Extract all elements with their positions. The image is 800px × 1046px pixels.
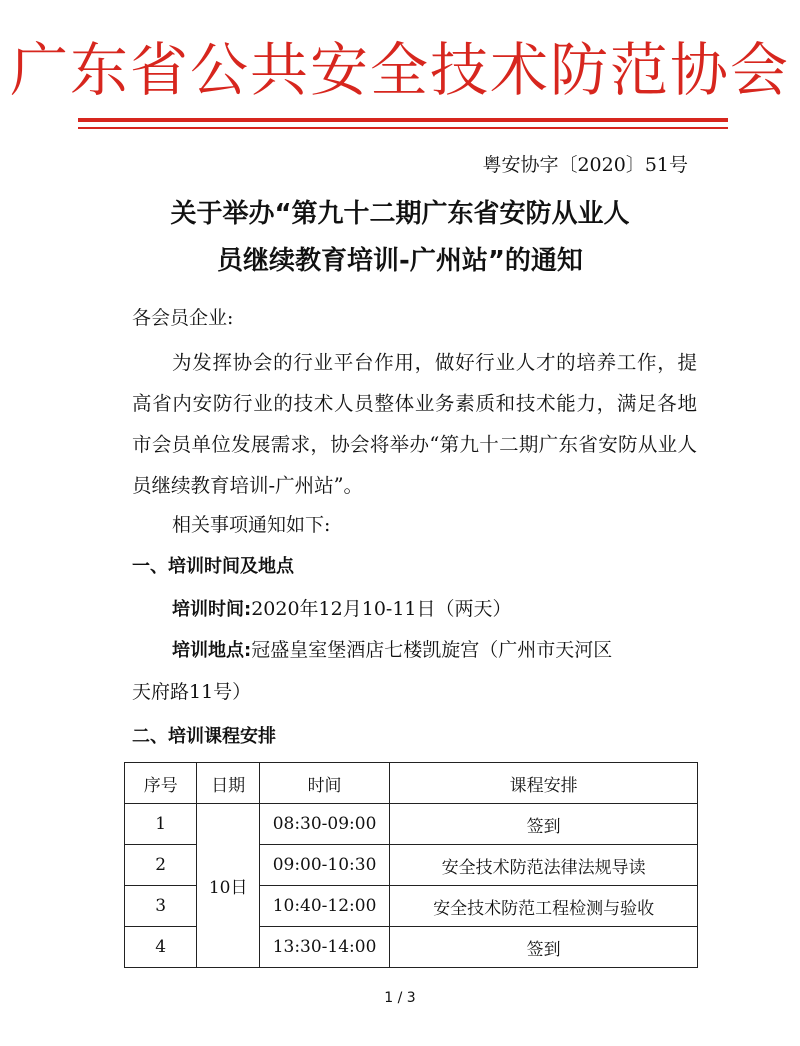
org-header-title: 广东省公共安全技术防范协会 — [9, 36, 790, 104]
document-number: 粤安协字〔2020〕51号 — [482, 154, 688, 176]
table-header-row — [125, 763, 698, 804]
training-place-label: 培训地点: — [172, 640, 252, 661]
notice-intro-line: 相关事项通知如下: — [172, 514, 331, 536]
training-time-value: 2020年12月10-11日（两天） — [251, 598, 512, 620]
cell-no: 3 — [125, 886, 197, 927]
cell-course: 签到 — [390, 804, 698, 845]
cell-no: 2 — [125, 845, 197, 886]
cell-time: 09:00-10:30 — [259, 845, 389, 886]
header-rule-thick — [78, 118, 728, 122]
cell-course: 安全技术防范工程检测与验收 — [390, 886, 698, 927]
header-cell-time: 时间 — [259, 763, 389, 804]
cell-course: 安全技术防范法律法规导读 — [390, 845, 698, 886]
training-place-value-cont: 天府路11号） — [132, 681, 252, 703]
cell-no: 1 — [125, 804, 197, 845]
body-paragraph: 为发挥协会的行业平台作用，做好行业人才的培养工作，提高省内安防行业的技术人员整体业务素质和技术能力，满足各地市会员单位发展需求，协会将举办“第九十二期广东省安防从业人员继续教育培训-广州站”。 — [132, 351, 697, 497]
salutation: 各会员企业: — [132, 307, 234, 329]
training-time-label: 培训时间: — [172, 599, 252, 620]
cell-no: 4 — [125, 927, 197, 968]
cell-time: 10:40-12:00 — [259, 886, 389, 927]
cell-course: 签到 — [390, 927, 698, 968]
header-cell-date: 日期 — [197, 763, 260, 804]
section-heading-schedule: 二、培训课程安排 — [132, 726, 276, 747]
page-number: 1 / 3 — [384, 990, 416, 1006]
table-row — [125, 804, 698, 845]
section-heading-time-place: 一、培训时间及地点 — [132, 556, 294, 577]
training-place-value: 冠盛皇室堡酒店七楼凯旋宫（广州市天河区 — [251, 639, 613, 661]
notice-title-line-1: 关于举办“第九十二期广东省安防从业人 — [170, 199, 630, 229]
cell-time: 13:30-14:00 — [259, 927, 389, 968]
training-place-line — [172, 635, 612, 662]
header-cell-course: 课程安排 — [390, 763, 698, 804]
notice-title-line-2: 员继续教育培训-广州站”的通知 — [217, 246, 583, 276]
cell-date: 10日 — [197, 804, 260, 968]
training-time-line — [172, 594, 512, 621]
header-cell-no: 序号 — [125, 763, 197, 804]
header-rule-thin — [78, 127, 728, 129]
course-schedule-table — [124, 762, 698, 968]
cell-time: 08:30-09:00 — [259, 804, 389, 845]
